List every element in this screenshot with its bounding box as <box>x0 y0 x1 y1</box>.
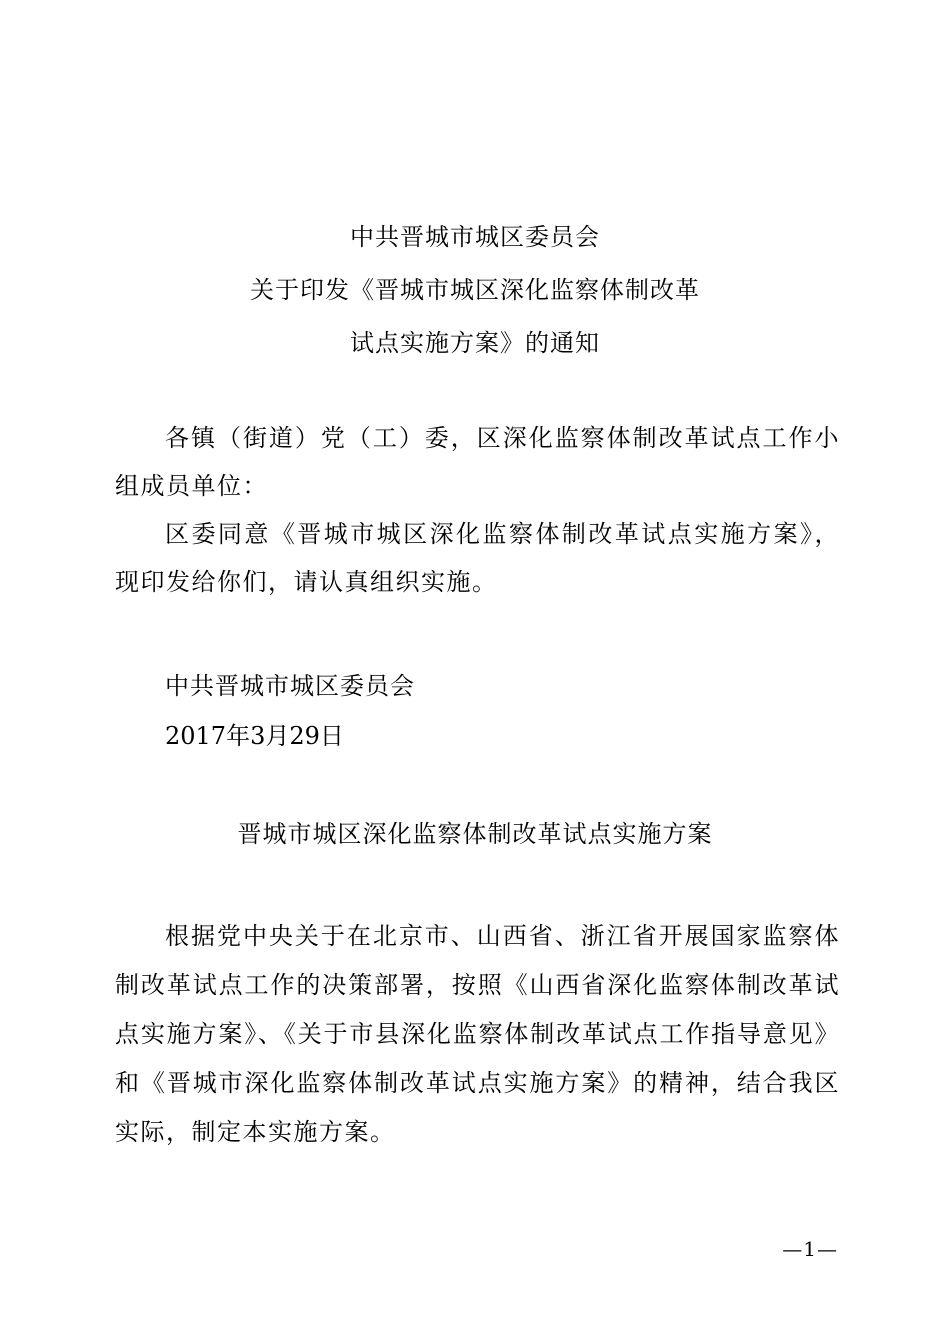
notice-title-line-2: 试点实施方案》的通知 <box>350 329 600 357</box>
plan-title: 晋城市城区深化监察体制改革试点实施方案 <box>237 820 713 848</box>
signature-organization: 中共晋城市城区委员会 <box>165 672 415 700</box>
plan-intro-paragraph: 根据党中央关于在北京市、山西省、浙江省开展国家监察体制改革试点工作的决策部署，按照《山西省深化监察体制改革试点实施方案》、《关于市县深化监察体制改革试点工作指导意见》和《晋城市深化监察体制改革试点实施方案》的精神，结合我区实际，制定本实施方案。 <box>115 922 840 1146</box>
notice-title-line-1: 关于印发《晋城市城区深化监察体制改革 <box>250 276 700 304</box>
notice-body-paragraph: 区委同意《晋城市城区深化监察体制改革试点实施方案》，现印发给你们，请认真组织实施。 <box>115 520 840 596</box>
notice-title-block <box>0 218 950 377</box>
issuer-title: 中共晋城市城区委员会 <box>350 223 600 251</box>
page-number: —1— <box>782 1237 838 1261</box>
signature-date: 2017年3月29日 <box>165 722 344 750</box>
salutation-paragraph: 各镇（街道）党（工）委，区深化监察体制改革试点工作小组成员单位： <box>115 424 840 500</box>
